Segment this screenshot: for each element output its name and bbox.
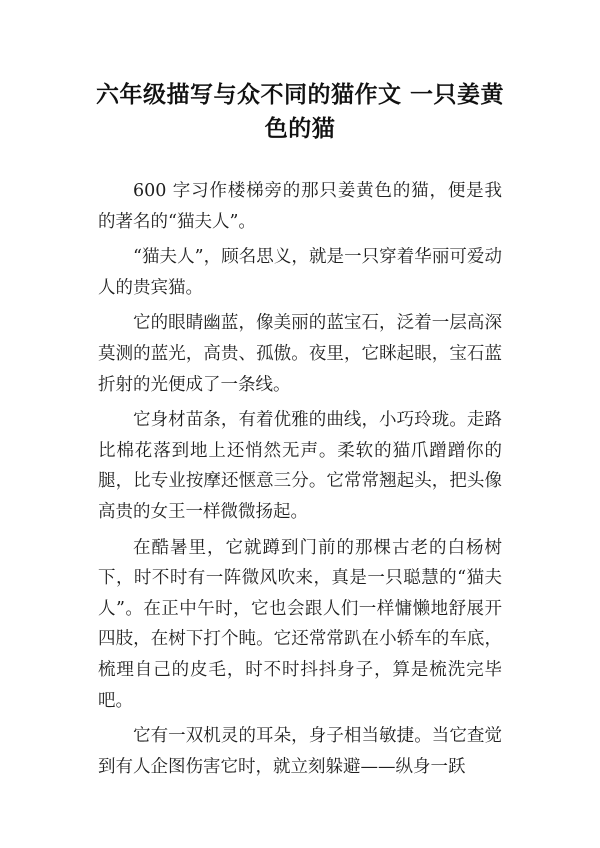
paragraph: 它有一双机灵的耳朵，身子相当敏捷。当它查觉到有人企图伤害它时，就立刻躲避——纵身一跃: [98, 726, 502, 777]
paragraph: 600 字习作楼梯旁的那只姜黄色的猫，便是我的著名的“猫夫人”。: [98, 181, 502, 232]
paragraph: 它身材苗条，有着优雅的曲线，小巧玲珑。走路比棉花落到地上还悄然无声。柔软的猫爪蹭蹭你的腿，比专业按摩还惬意三分。它常常翘起头，把头像高贵的女王一样微微扬起。: [98, 410, 502, 522]
paragraph: 在酷暑里，它就蹲到门前的那棵古老的白杨树下，时不时有一阵微风吹来，真是一只聪慧的“猫夫人”。在正中午时，它也会跟人们一样慵懒地舒展开四肢，在树下打个盹。它还常常趴在小轿车的车底，梳理自己的皮毛，时不时抖抖身子，算是梳洗完毕吧。: [98, 537, 502, 711]
document-body: [98, 176, 502, 787]
paragraph: 它的眼睛幽蓝，像美丽的蓝宝石，泛着一层高深莫测的蓝光，高贵、孤傲。夜里，它眯起眼，宝石蓝折射的光便成了一条线。: [98, 313, 502, 395]
document-title: 六年级描写与众不同的猫作文 一只姜黄色的猫: [95, 82, 504, 142]
paragraph: “猫夫人”，顾名思义，就是一只穿着华丽可爱动人的贵宾猫。: [98, 247, 502, 298]
